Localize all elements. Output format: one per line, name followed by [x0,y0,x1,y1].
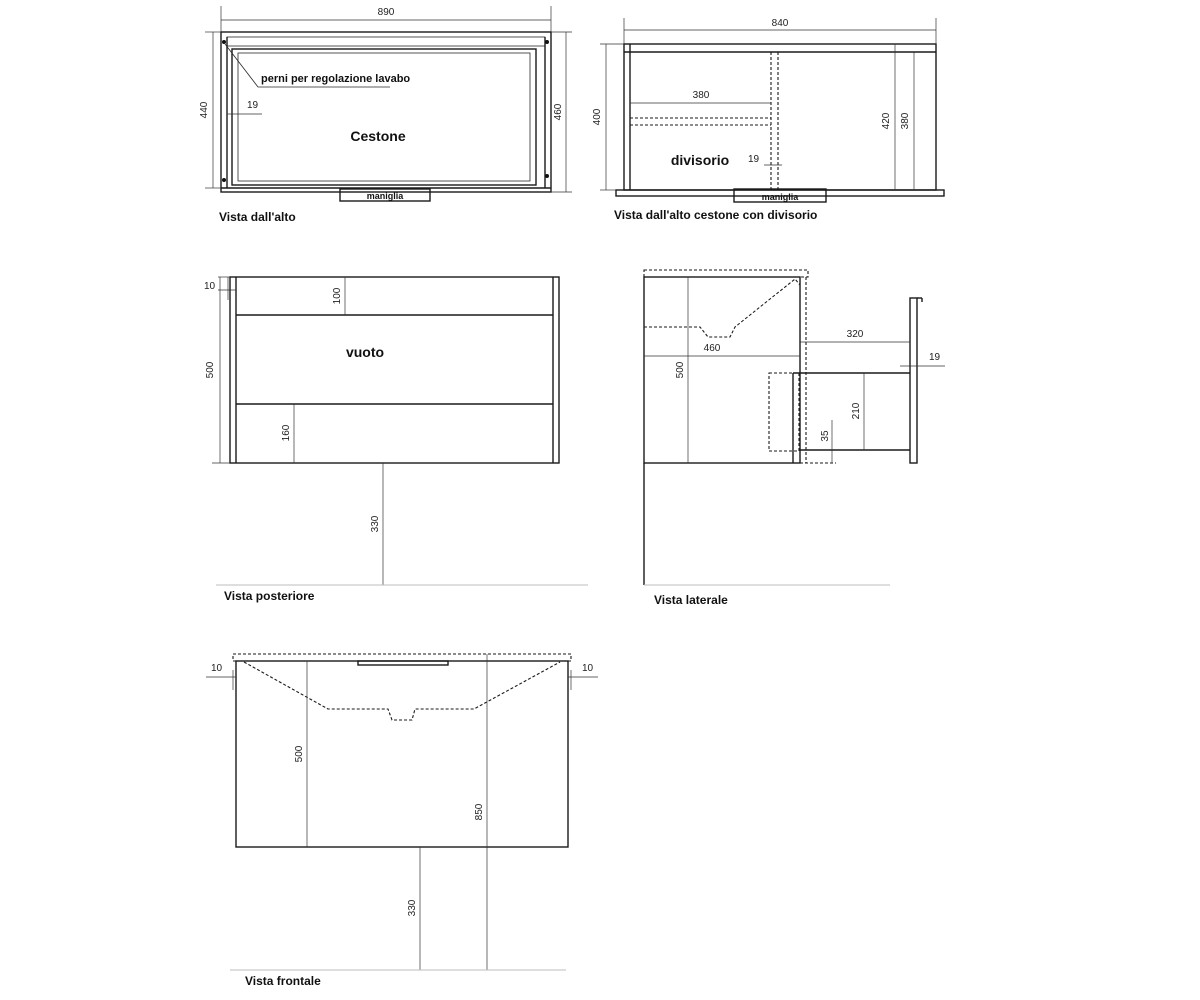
adjust-pin-icon [545,40,549,44]
rear-view-caption: Vista posteriore [224,589,315,603]
top-divider-view [592,18,944,222]
dim-380-vertical: 380 [900,112,911,130]
adjust-pin-icon [222,40,226,44]
side-view-cabinet [644,277,800,463]
front-view-cabinet [236,661,568,847]
dim-460: 460 [703,343,721,354]
dim-19: 19 [929,352,941,363]
dim-380-horizontal: 380 [692,90,710,101]
dim-420: 420 [881,112,892,130]
dim-500: 500 [205,361,216,379]
adjust-pin-icon [545,174,549,178]
dim-10-left: 10 [211,663,223,674]
side-view-caption: Vista laterale [654,593,728,607]
dim-19: 19 [247,100,259,111]
dim-320: 320 [846,329,864,340]
top-view-handle-label: maniglia [366,191,404,201]
pin-note: perni per regolazione lavabo [261,73,411,85]
dim-10: 10 [204,281,216,292]
dim-19: 19 [748,154,760,165]
front-view-basin-dashed [244,662,560,720]
dim-500: 500 [294,745,305,763]
divider-label: divisorio [670,152,730,168]
front-view-caption: Vista frontale [245,974,321,988]
dim-210: 210 [851,402,862,420]
void-label: vuoto [345,344,385,360]
dim-840: 840 [771,18,789,29]
front-view [206,654,598,988]
dim-160: 160 [281,424,292,442]
dim-440: 440 [199,101,210,119]
top-view-back-panel [227,37,545,46]
top-view-caption: Vista dall'alto [219,210,296,224]
adjust-pin-icon [222,178,226,182]
dim-460: 460 [553,103,564,121]
dim-400: 400 [592,108,603,126]
dim-100: 100 [332,287,343,305]
top-divider-caption: Vista dall'alto cestone con divisorio [614,208,818,222]
dim-10-right: 10 [582,663,594,674]
dim-500: 500 [675,361,686,379]
dim-330: 330 [407,899,418,917]
side-view-front-panel [910,298,917,463]
side-view [644,270,945,607]
rear-view-outline [230,277,559,463]
top-view [199,6,572,224]
dim-890: 890 [377,7,395,18]
rear-view [204,277,588,603]
dim-35: 35 [820,430,831,442]
side-view-basin-dashed [644,279,800,337]
front-view-top-dashed [233,654,571,661]
dim-330: 330 [370,515,381,533]
side-view-drawer-dashed [769,373,799,451]
top-view-drawer-outline [232,49,536,185]
side-view-top-dashed [644,270,808,277]
top-view-outer-outline [221,32,551,192]
dim-850: 850 [474,803,485,821]
drawer-label: Cestone [350,128,406,144]
divider-view-handle-label: maniglia [761,192,799,202]
